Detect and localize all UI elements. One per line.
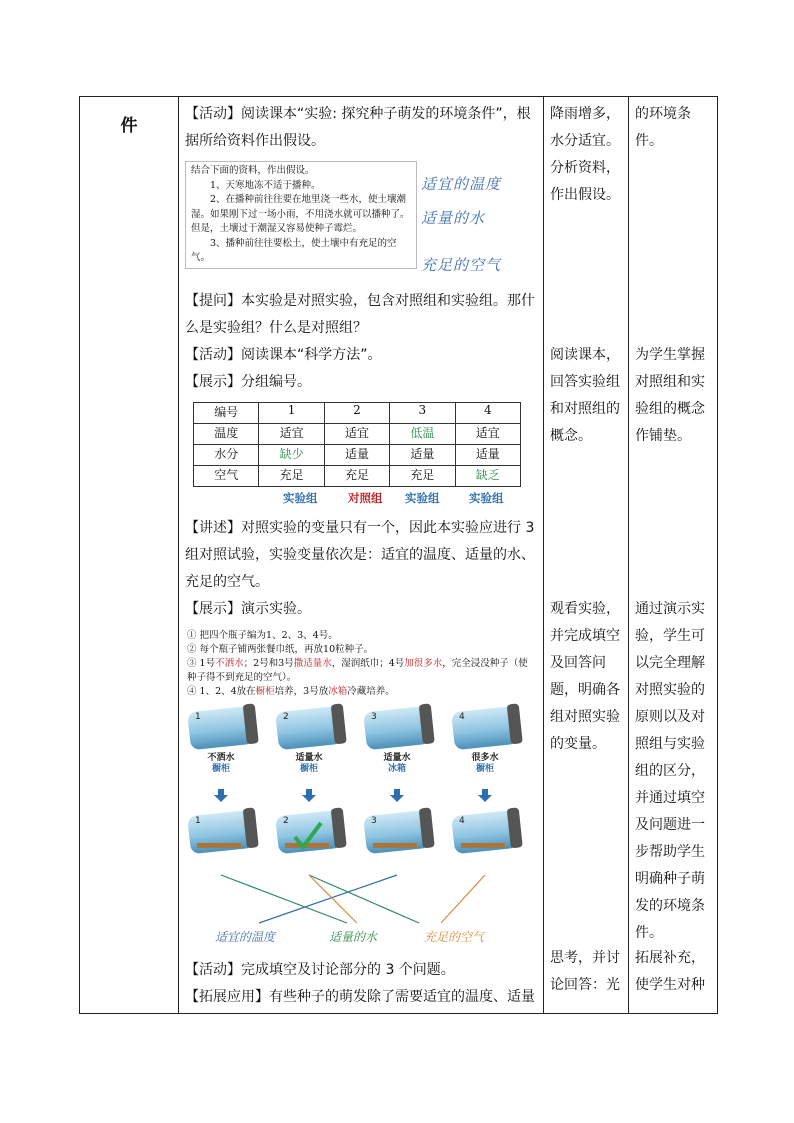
student-activity-2: 阅读课本，回答实验组和对照组的概念。 [550,347,620,444]
header-cell: 编号 [194,403,259,424]
student-activity-1: 降雨增多，水分适宜。分析资料，作出假设。 [550,106,620,203]
hypothesis-temperature: 适宜的温度 [421,175,502,193]
jar-captions [207,751,498,774]
jar-row-after [187,807,523,854]
show-demo: 【展示】演示实验。 [185,601,311,617]
design-intent-3: 通过演示实验，学生可以完全理解对照实验的原则以及对照组与实验组的区分，并通过填空及问题进一步帮助学生明确种子萌发的环境条件。 [635,601,705,941]
activity-method: 【活动】阅读课本“科学方法”。 [185,347,382,363]
student-activity-3: 观看实验，并完成填空及回答问题，明确各组对照实验的变量。 [550,601,620,752]
hypothesis-water: 适量的水 [421,209,486,227]
jar-3-before [363,703,435,750]
table-cell: 适量 [390,445,455,466]
table-cell: 充足 [390,466,455,487]
header-cell: 4 [455,403,520,424]
header-cell: 2 [324,403,389,424]
table-cell: 充足 [324,466,389,487]
material-note [185,161,417,269]
arrow-down-icon [390,789,404,802]
jar-number: 1 [195,712,201,722]
jar-3-after [363,807,435,854]
step-3-part: ，完全浸没种子（使种子得不到充足的空气）。 [187,658,528,683]
jar-4-after [451,807,523,854]
table-cell: 空气 [194,466,259,487]
demo-experiment-illustration [179,703,541,959]
student-activity-cell [544,97,629,1014]
step-4-highlight: 橱柜 [255,686,275,697]
lecture-text: 【讲述】对照实验的变量只有一个，因此本实验应进行 3 组对照试验，实验变量依次是：适宜的温度、适量的水、充足的空气。 [185,520,535,590]
extend-application: 【拓展应用】有些种子的萌发除了需要适宜的温度、适量 [185,989,535,1005]
table-cell: 适量 [324,445,389,466]
label-experimental-4: 实验组 [469,491,504,505]
table-cell: 低温 [390,424,455,445]
design-intent-1: 的环境条件。 [635,106,691,149]
connector-lines [221,875,485,923]
jar-2-before [275,703,347,750]
label-control: 对照组 [348,491,383,505]
activity-reading: 【活动】阅读课本“实验: 探究种子萌发的环境条件”，根据所给资料作出假设。 [185,106,531,149]
label-experimental-3: 实验组 [405,491,440,505]
condition-air: 充足的空气 [424,930,485,944]
jar-row-before [187,703,523,750]
step-3-part: ，湿润纸巾；4号 [331,658,405,669]
jar-1-after [187,807,259,854]
table-cell: 适量 [455,445,520,466]
table-cell: 缺少 [259,445,324,466]
step-4-part: 培养，3号放 [274,686,329,697]
down-arrows [214,789,492,802]
design-intent-cell [629,97,718,1014]
arrow-down-icon [478,789,492,802]
step-3-highlight: 撒适量水 [293,658,332,669]
condition-temperature: 适宜的温度 [215,930,276,944]
note-item-2: 2、在播种前往往要在地里浇一些水，使土壤潮湿。如果刚下过一场小雨，不用浇水就可以播种了。但是，土壤过于潮湿又容易使种子霉烂。 [191,194,410,234]
demo-steps [187,629,537,699]
jar-number: 3 [371,712,377,722]
jar-number: 4 [459,816,465,826]
table-row [194,466,521,487]
jar-3-water: 适量水 [383,753,411,763]
step-3 [187,657,537,685]
step-2: ② 每个瓶子铺两张餐巾纸，再放10粒种子。 [187,644,374,655]
step-3-highlight: 不洒水 [215,658,244,669]
table-cell: 充足 [259,466,324,487]
table-cell: 适宜 [455,424,520,445]
activity-fill: 【活动】完成填空及讨论部分的 3 个问题。 [185,962,455,978]
section-keyword [80,97,179,1014]
jar-4-water: 很多水 [471,753,499,763]
table-cell: 温度 [194,424,259,445]
note-item-1: 1、天寒地冻不适于播种。 [210,179,321,191]
lesson-table [79,96,718,1014]
step-1: ① 把四个瓶子编为1、2、3、4号。 [187,630,338,641]
table-cell: 缺乏 [455,466,520,487]
teaching-activity-cell [179,97,544,1014]
question-text: 【提问】本实验是对照实验，包含对照组和实验组。那什么是实验组？什么是对照组？ [185,293,535,336]
jar-1-water: 不洒水 [207,753,235,763]
table-cell: 适宜 [259,424,324,445]
jar-number: 4 [459,712,465,722]
condition-labels [215,930,486,944]
jar-number: 2 [283,816,289,826]
jar-2-place: 橱柜 [299,764,319,774]
step-3-highlight: 加很多水 [404,658,443,669]
step-3-part: ③ 1号 [187,658,216,669]
step-4-part: 冷藏培养。 [347,686,395,697]
header-cell: 3 [390,403,455,424]
jar-1-before [187,703,259,750]
note-heading: 结合下面的资料，作出假设。 [191,165,315,176]
table-row [194,445,521,466]
note-item-3: 3、播种前往往要松土，使土壤中有充足的空气。 [191,237,397,263]
step-4-part: ④ 1、2、4放在 [187,686,256,697]
design-intent-4: 拓展补充，使学生对种 [635,950,705,993]
jar-number: 1 [195,816,201,826]
show-grouping: 【展示】分组编号。 [185,374,311,390]
student-activity-4: 思考，并讨论回答：光 [550,950,620,993]
table-cell: 水分 [194,445,259,466]
group-table-header [194,403,521,424]
step-3-part: ；2号和3号 [243,658,294,669]
jar-1-place: 橱柜 [211,764,231,774]
step-4-highlight: 冰箱 [328,686,348,697]
design-intent-2: 为学生掌握对照组和实验组的概念作铺垫。 [635,347,705,444]
arrow-down-icon [302,789,316,802]
hypothesis-air: 充足的空气 [421,256,502,274]
group-table [193,402,521,487]
table-row [194,424,521,445]
jar-4-place: 橱柜 [475,764,495,774]
label-experimental-1: 实验组 [283,491,318,505]
jar-number: 2 [283,712,289,722]
keyword-text: 件 [120,116,138,136]
header-cell: 1 [259,403,324,424]
jar-3-place: 冰箱 [387,764,407,774]
jar-2-after [275,807,347,854]
step-4 [187,685,537,699]
jar-4-before [451,703,523,750]
condition-water: 适量的水 [329,930,378,944]
jar-number: 3 [371,816,377,826]
table-cell: 适宜 [324,424,389,445]
jar-2-water: 适量水 [295,753,323,763]
arrow-down-icon [214,789,228,802]
